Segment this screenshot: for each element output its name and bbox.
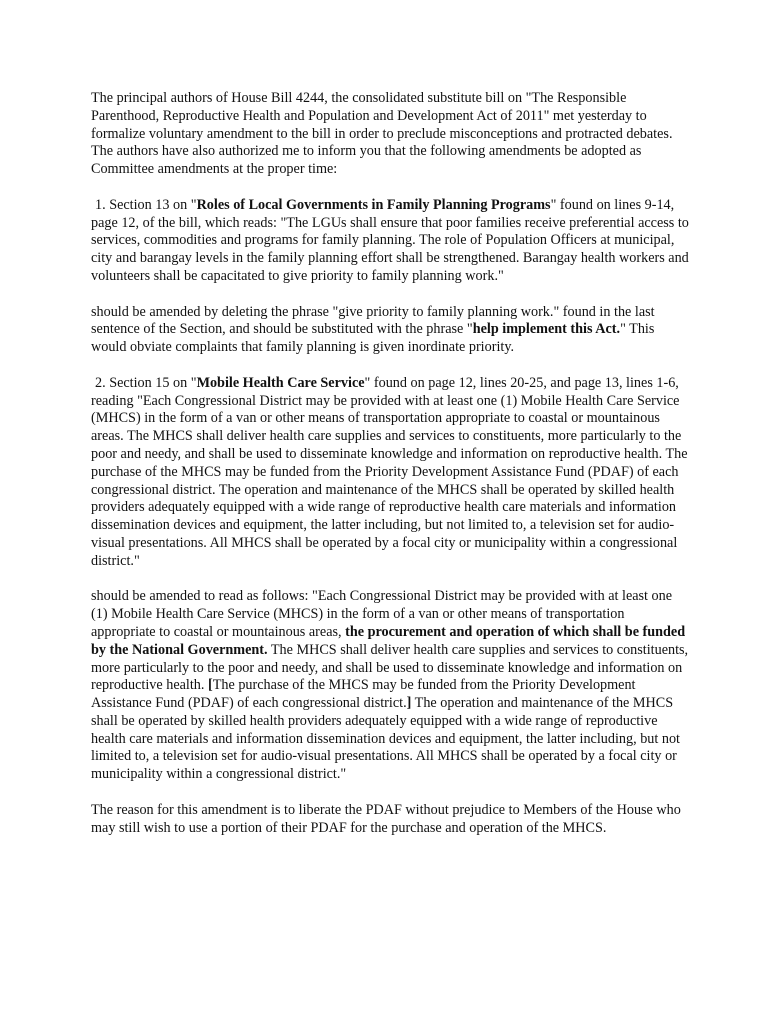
item-1-quoted-text: " found on lines 9-14, page 12, of the bill, which reads: "The LGUs shall ensure that poor families receive preferential access to services, commodities and programs for family planning. The role of Population Officers at municipal, city and barangay levels in the family planning effort shall be strengthened. Barangay health workers and volunteers shall be capacitated to give priority to family planning work.": [91, 196, 689, 284]
amendment-2-new-clause: the procurement and operation of which shall be funded by the National Government.: [91, 623, 686, 658]
item-1-section-title: Roles of Local Governments in Family Planning Programs: [196, 196, 551, 213]
amendment-1-text-2: " This would obviate complaints that family planning is given inordinate priority.: [91, 321, 655, 356]
amendment-item-1: [91, 197, 691, 286]
intro-paragraph: The principal authors of House Bill 4244, the consolidated substitute bill on "The Responsible Parenthood, Reproductive Health and Population and Development Act of 2011" met yesterday to formalize voluntary amendment to the bill in order to preclude misconceptions and protracted debates. The authors have also authorized me to inform you that the following amendments be adopted as Committee amendments at the proper time:: [91, 90, 673, 178]
item-2-section-title: Mobile Health Care Service: [196, 374, 365, 391]
amendment-1-new-phrase: help implement this Act.: [472, 321, 621, 338]
item-2-lead: 2. Section 15 on ": [95, 374, 197, 391]
amendment-2-proposal: [91, 588, 691, 784]
amendment-1-text-1: should be amended by deleting the phrase "give priority to family planning work." found in the last sentence of the Section, and should be substituted with the phrase ": [91, 303, 655, 338]
item-1-lead: 1. Section 13 on ": [95, 196, 197, 213]
deletion-bracket-open: [: [208, 677, 213, 694]
amendment-item-2: [91, 375, 691, 571]
amendment-1-proposal: [91, 304, 691, 357]
amendment-2-text-1: should be amended to read as follows: "Each Congressional District may be provided with at least one (1) Mobile Health Care Service (MHCS) in the form of a van or other means of transportation appropriate to coastal or mountainous areas,: [91, 588, 673, 640]
item-2-quoted-text: " found on page 12, lines 20-25, and page 13, lines 1-6, reading "Each Congressional District may be provided with at least one (1) Mobile Health Care Service (MHCS) in the form of a van or other means of transportation appropriate to coastal or mountainous areas. The MHCS shall deliver health care supplies and services to constituents, more particularly to the poor and needy, and shall be used to disseminate knowledge and information on reproductive health. The purchase of the MHCS may be funded from the Priority Development Assistance Fund (PDAF) of each congressional district. The operation and maintenance of the MHCS shall be operated by skilled health providers adequately equipped with a wide range of reproductive health care materials and information dissemination devices and equipment, the latter including, but not limited to, a television set for audio-visual presentations. All MHCS shall be operated by a focal city or municipality within a congressional district.": [91, 374, 688, 569]
amendment-2-text-2: The MHCS shall deliver health care supplies and services to constituents, more particularly to the poor and needy, and shall be used to disseminate knowledge and information on reproductive health.: [91, 641, 689, 694]
document-body: [91, 90, 691, 855]
deletion-bracket-close: ]: [406, 695, 412, 712]
amendment-2-deleted-text: The purchase of the MHCS may be funded from the Priority Development Assistance Fund (PDAF) of each congressional district.: [91, 677, 636, 712]
reason-paragraph: The reason for this amendment is to liberate the PDAF without prejudice to Members of the House who may still wish to use a portion of their PDAF for the purchase and operation of the MHCS.: [91, 801, 681, 836]
amendment-2-text-4: The operation and maintenance of the MHCS shall be operated by skilled health providers adequately equipped with a wide range of reproductive health care materials and information dissemination devices and equipment, the latter including, but not limited to, a television set for audio-visual presentations. All MHCS shall be operated by a focal city or municipality within a congressional district.": [91, 695, 681, 783]
